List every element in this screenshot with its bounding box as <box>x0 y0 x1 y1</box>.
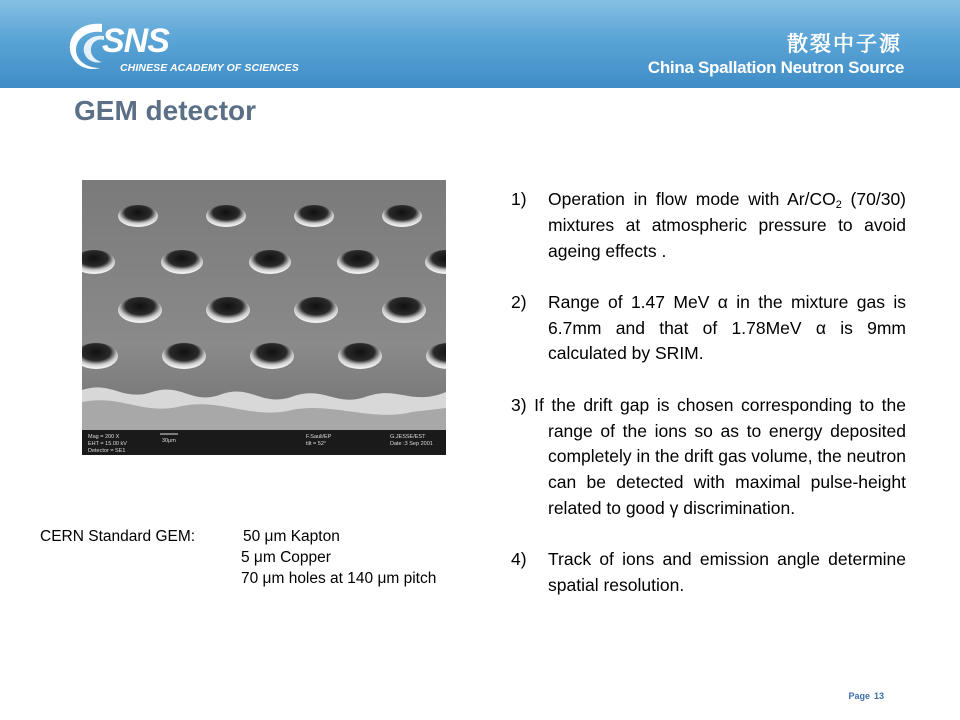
spec-copper: 5 μm Copper <box>241 549 331 566</box>
gem-hole <box>249 250 291 274</box>
gem-hole <box>118 205 158 227</box>
sem-micrograph <box>82 180 446 455</box>
page-title: GEM detector <box>74 95 257 126</box>
page-label: Page <box>848 691 870 701</box>
point-2 <box>511 290 906 367</box>
gem-hole <box>294 297 338 323</box>
point-number: 4) <box>511 549 527 570</box>
gem-hole <box>161 250 203 274</box>
point-text-cont: (70/30) mixtures at atmospheric pressure to avoid ageing effects . <box>548 189 907 261</box>
point-text: Track of ions and emission angle determine spatial resolution. <box>548 549 906 596</box>
gem-hole <box>250 343 294 369</box>
point-text: Range of 1.47 MeV α in the mixture gas is 6.7mm and that of 1.78MeV α is 9mm calculated by SRIM. <box>548 291 906 364</box>
key-points <box>511 187 906 624</box>
spec-label: CERN Standard GEM: <box>40 528 196 545</box>
point-3 <box>511 393 906 522</box>
sem-caption-eht: EHT = 15.00 kV <box>88 441 127 447</box>
spec-holes: 70 μm holes at 140 μm pitch <box>241 570 437 587</box>
gem-hole <box>206 205 246 227</box>
gem-hole <box>338 343 382 369</box>
sem-caption-tilt: tilt = 52° <box>306 441 327 447</box>
gem-hole <box>118 297 162 323</box>
sem-caption-mag: Mag = 200 X <box>88 434 120 440</box>
point-text: Operation in flow mode with Ar/CO <box>548 189 836 209</box>
gem-hole <box>294 205 334 227</box>
spec-kapton: 50 μm Kapton <box>243 528 340 545</box>
gem-hole <box>382 205 422 227</box>
point-text: 3) If the drift gap is chosen corresponding to the range of the ions so as to energy deposited completely in the drift gas volume, the neutron can be detected with maximal pulse-height related to good γ discrimination. <box>511 394 906 518</box>
gem-hole <box>206 297 250 323</box>
sem-scale-label: 30μm <box>162 438 176 444</box>
sem-caption-operator: G.JESSE/EST <box>390 434 426 440</box>
gem-hole <box>382 297 426 323</box>
point-4 <box>511 547 906 599</box>
sem-caption-author: F.Sauli/EP <box>306 434 332 440</box>
sem-caption-detector: Detector = SE1 <box>88 448 126 454</box>
sem-caption-date: Date :3 Sep 2001 <box>390 441 433 447</box>
header-banner <box>0 0 960 88</box>
page-footer <box>848 691 884 701</box>
brand-english: China Spallation Neutron Source <box>647 58 904 77</box>
gem-hole <box>162 343 206 369</box>
gem-holes-image <box>82 180 446 455</box>
logo-subtitle: CHINESE ACADEMY OF SCIENCES <box>120 62 299 74</box>
point-subscript: 2 <box>835 199 842 211</box>
point-number: 2) <box>511 291 527 312</box>
brand-chinese: 散裂中子源 <box>787 32 902 56</box>
sns-logo <box>64 18 299 80</box>
page-number: 13 <box>873 691 884 701</box>
point-1 <box>511 187 906 264</box>
gem-hole <box>337 250 379 274</box>
logo-text: SNS <box>102 22 169 60</box>
point-number: 1) <box>511 189 527 209</box>
